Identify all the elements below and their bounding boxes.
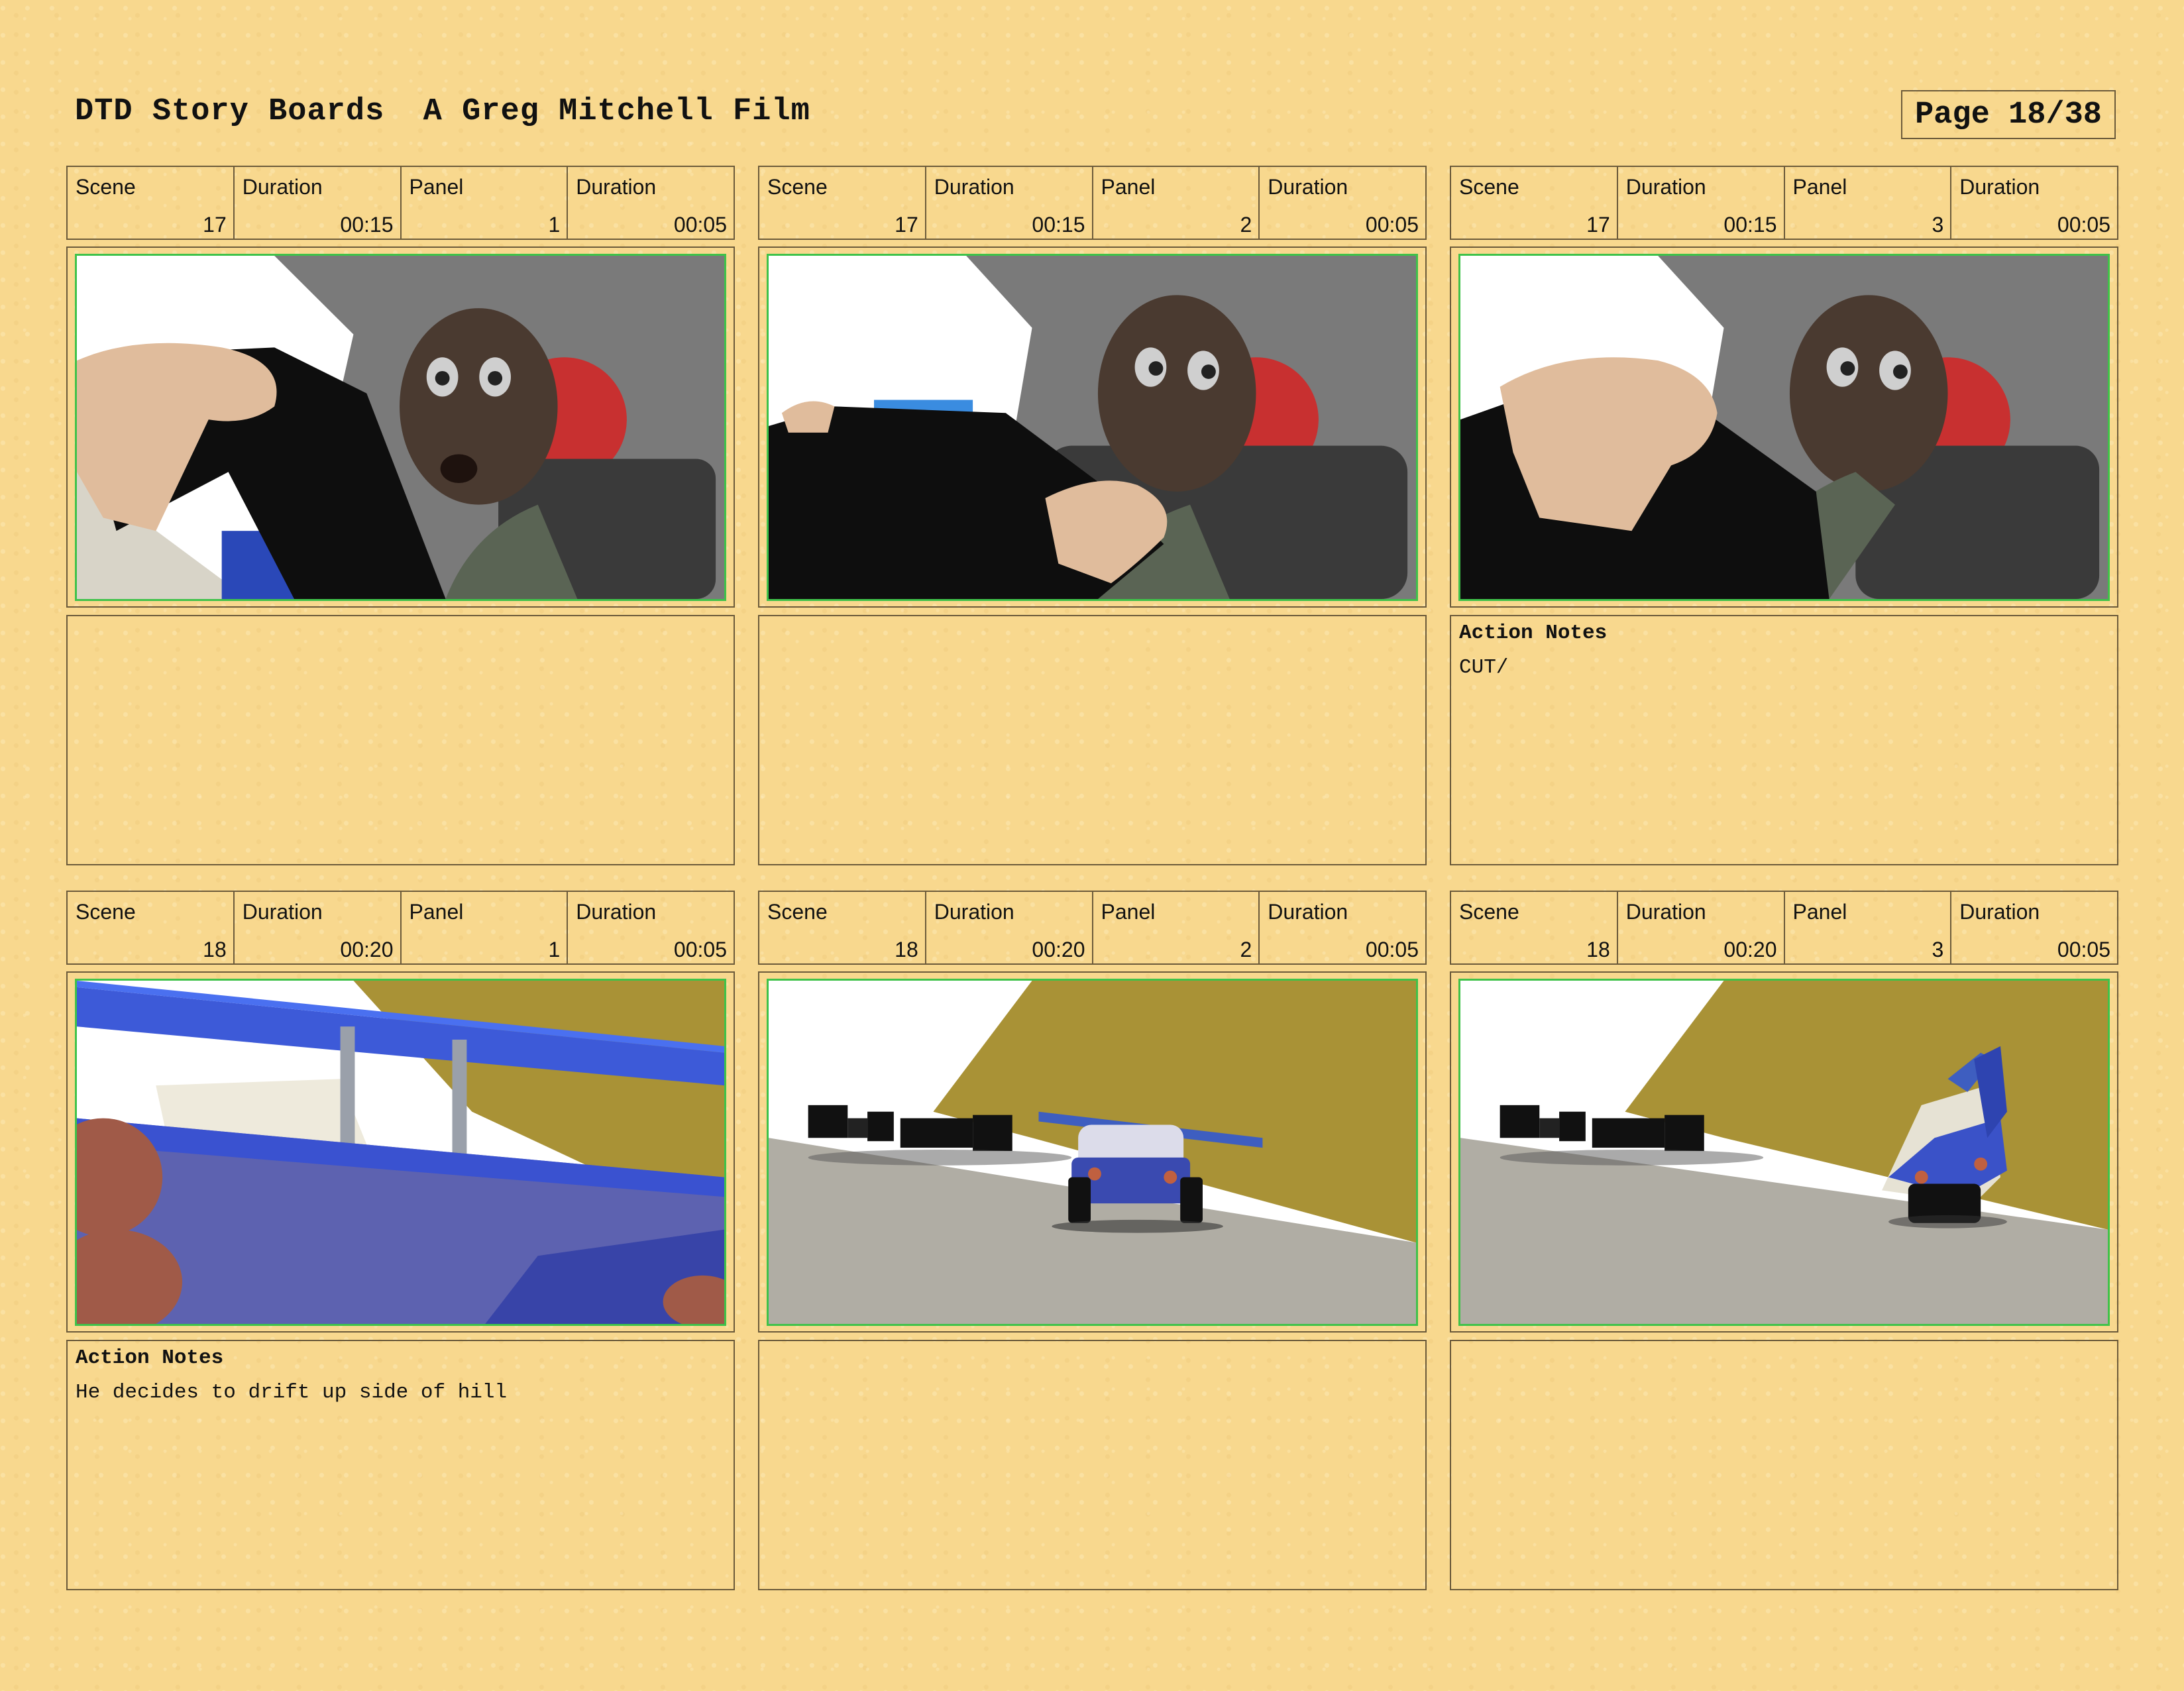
panel-duration-cell — [568, 167, 734, 239]
panel-duration-value: 00:05 — [673, 938, 727, 961]
driver-surprised-frame — [75, 254, 726, 601]
scene-duration-value: 00:20 — [1723, 938, 1777, 961]
scene-duration-value: 00:15 — [1723, 213, 1777, 237]
panel-info-bar — [758, 891, 1427, 965]
scene-duration-label: Duration — [934, 175, 1014, 199]
car-driving-toward-hill-frame — [767, 979, 1418, 1326]
scene-cell — [759, 167, 926, 239]
action-notes-heading: Action Notes — [1459, 622, 1608, 645]
panel-duration-cell — [1951, 892, 2117, 963]
panel-duration-label: Duration — [1959, 900, 2040, 924]
panel-info-bar — [66, 891, 735, 965]
action-notes-box — [1450, 1340, 2118, 1590]
panel-duration-cell — [1260, 167, 1425, 239]
panel-cell — [402, 167, 569, 239]
action-notes-text: He decides to drift up side of hill — [76, 1381, 508, 1404]
scene-label: Scene — [1459, 900, 1519, 924]
panel-duration-label: Duration — [1959, 175, 2040, 199]
panel-label: Panel — [409, 900, 464, 924]
panel-label: Panel — [1101, 900, 1156, 924]
panel-cell — [1785, 892, 1952, 963]
scene-number: 17 — [895, 213, 918, 237]
panel-label: Panel — [409, 175, 464, 199]
panel-number: 1 — [548, 213, 561, 237]
scene-label: Scene — [767, 900, 828, 924]
action-notes-box — [66, 615, 735, 865]
action-notes-text: CUT/ — [1459, 656, 1509, 679]
panel-duration-label: Duration — [1268, 900, 1348, 924]
panel-label: Panel — [1792, 175, 1847, 199]
scene-duration-label: Duration — [242, 175, 323, 199]
panel-duration-value: 00:05 — [1365, 938, 1419, 961]
panel-duration-value: 00:05 — [2057, 938, 2110, 961]
panel-number: 3 — [1932, 213, 1944, 237]
scene-duration-label: Duration — [1625, 900, 1706, 924]
car-drifting-up-hill-frame — [1458, 979, 2110, 1326]
scene-duration-label: Duration — [242, 900, 323, 924]
panel-number: 3 — [1932, 938, 1944, 961]
scene-number: 18 — [895, 938, 918, 961]
panel-number: 1 — [548, 938, 561, 961]
panel-duration-label: Duration — [576, 900, 657, 924]
panel-duration-value: 00:05 — [673, 213, 727, 237]
scene-duration-value: 00:15 — [1032, 213, 1085, 237]
panel-duration-cell — [1260, 892, 1425, 963]
scene-duration-label: Duration — [934, 900, 1014, 924]
panel-cell — [402, 892, 569, 963]
scene-number: 18 — [203, 938, 227, 961]
action-notes-box — [66, 1340, 735, 1590]
scene-cell — [1451, 892, 1618, 963]
scene-duration-cell — [926, 167, 1093, 239]
panel-duration-value: 00:05 — [2057, 213, 2110, 237]
panel-frame — [1450, 971, 2118, 1333]
car-rear-spoiler-closeup-frame — [75, 979, 726, 1326]
scene-cell — [1451, 167, 1618, 239]
panel-info-bar — [758, 166, 1427, 240]
panel-cell — [1785, 167, 1952, 239]
panel-frame — [1450, 246, 2118, 608]
scene-duration-cell — [926, 892, 1093, 963]
scene-label: Scene — [76, 900, 136, 924]
panel-number: 2 — [1240, 938, 1252, 961]
page-number: Page 18/38 — [1901, 90, 2116, 139]
panel-duration-label: Duration — [1268, 175, 1348, 199]
panel-label: Panel — [1792, 900, 1847, 924]
panel-label: Panel — [1101, 175, 1156, 199]
action-notes-heading: Action Notes — [76, 1346, 224, 1370]
scene-number: 17 — [203, 213, 227, 237]
driver-gripping-wheel-frame — [1458, 254, 2110, 601]
action-notes-box — [758, 1340, 1427, 1590]
panel-duration-value: 00:05 — [1365, 213, 1419, 237]
panel-frame — [758, 971, 1427, 1333]
panel-info-bar — [66, 166, 735, 240]
scene-duration-value: 00:20 — [1032, 938, 1085, 961]
scene-cell — [68, 892, 235, 963]
panel-duration-cell — [1951, 167, 2117, 239]
scene-number: 18 — [1586, 938, 1610, 961]
panel-frame — [66, 971, 735, 1333]
panel-frame — [758, 246, 1427, 608]
panel-cell — [1093, 167, 1260, 239]
storyboard-title: DTD Story Boards A Greg Mitchell Film — [75, 94, 810, 129]
scene-duration-value: 00:20 — [340, 938, 394, 961]
scene-cell — [68, 167, 235, 239]
scene-number: 17 — [1586, 213, 1610, 237]
panel-frame — [66, 246, 735, 608]
scene-label: Scene — [76, 175, 136, 199]
scene-duration-cell — [235, 892, 402, 963]
panel-info-bar — [1450, 166, 2118, 240]
scene-duration-cell — [1618, 167, 1785, 239]
scene-label: Scene — [767, 175, 828, 199]
scene-duration-cell — [1618, 892, 1785, 963]
scene-cell — [759, 892, 926, 963]
panel-info-bar — [1450, 891, 2118, 965]
scene-duration-cell — [235, 167, 402, 239]
action-notes-box — [758, 615, 1427, 865]
panel-number: 2 — [1240, 213, 1252, 237]
panel-duration-label: Duration — [576, 175, 657, 199]
action-notes-box — [1450, 615, 2118, 865]
scene-duration-value: 00:15 — [340, 213, 394, 237]
panel-cell — [1093, 892, 1260, 963]
driver-looking-over-shoulder-frame — [767, 254, 1418, 601]
scene-duration-label: Duration — [1625, 175, 1706, 199]
panel-duration-cell — [568, 892, 734, 963]
scene-label: Scene — [1459, 175, 1519, 199]
